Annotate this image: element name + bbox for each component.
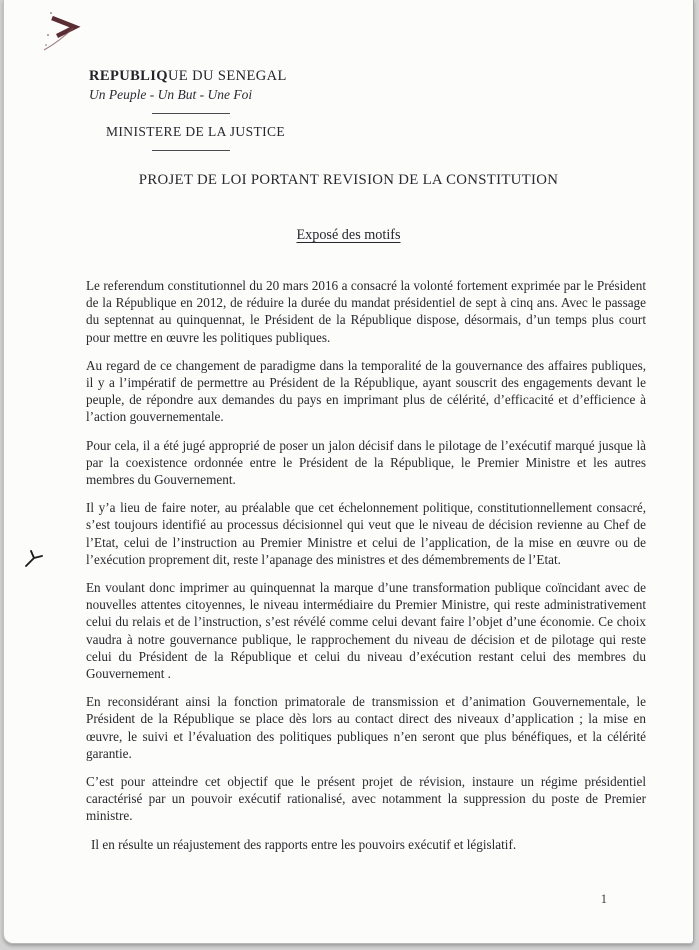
document-page [3,0,694,944]
separator-rule [152,150,230,151]
paragraph: Pour cela, il a été jugé approprié de poser un jalon décisif dans le pilotage de l’exécutif marqué jusque là par la coexistence ordonnée entre le Président de la République, le Premier Ministre et les autres membres du Gouvernement. [86,437,646,488]
ministry-name: MINISTERE DE LA JUSTICE [106,124,286,139]
republic-title [89,68,287,85]
paragraph: Le referendum constitutionnel du 20 mars 2016 a consacré la volonté fortement exprimée par le Président de la République en 2012, de réduire la durée du mandat présidentiel de sept à cinq ans. Avec le passage du septennat au quinquennat, le Président de la République dispose, désormais, d’un temps plus court pour mettre en œuvre les politiques publiques. [86,278,646,345]
letterhead [89,68,287,151]
paragraph: Il en résulte un réajustement des rapports entre les pouvoirs exécutif et législatif. [91,836,517,852]
paragraph: C’est pour atteindre cet objectif que le présent projet de révision, instaure un régime présidentiel caractérisé par un pouvoir exécutif rationalisé, avec notamment la suppression du poste de Premier ministre. [86,774,646,824]
paragraph: Il y’a lieu de faire noter, au préalable que cet échelonnement politique, constitutionnellement consacré, s’est toujours identifié au processus décisionnel qui veut que le niveau de décision revienne au Chef de l’Etat, celui de l’instruction au Premier Ministre et celui de l’application, de la mise en œuvre ou de l’exécution proprement dit, reste l’apanage des ministres et des démembrements de l’Etat. [86,500,646,567]
national-motto: Un Peuple - Un But - Une Foi [89,87,253,102]
paragraph: En reconsidérant ainsi la fonction primatorale de transmission et d’animation Gouvernementale, le Président de la République se place dès lors au contact direct des niveaux d’application ; la mise en œuvre, le suivi et l’évaluation des politiques publiques n’en seront que plus bénéfiques, et la célérité garantie. [86,694,646,761]
margin-tick-mark-icon [24,549,44,569]
republic-title-bold: REPUBLIQ [89,68,168,84]
document-title: PROJET DE LOI PORTANT REVISION DE LA CONSTITUTION [138,172,559,188]
paragraph: Au regard de ce changement de paradigme dans la temporalité de la gouvernance des affaires publiques, il y a l’impératif de permettre au Président de la République, ayant souscrit des engagements devant le peuple, de répondre aux demandes du pays en imprimant plus de célérité, d’efficacité et d’efficience à l’action gouvernementale. [86,357,646,425]
document-body [86,277,646,864]
paragraph: En voulant donc imprimer au quinquennat la marque d’une transformation publique coïncidant avec de nouvelles attentes citoyennes, le niveau intermédiaire du Premier Ministre, qui reste administrativement celui du relais et de l’instruction, s’est révélé comme celui devant faire l’objet d’une économie. Ce choix vaudra à notre gouvernance publique, le rapprochement du niveau de décision et de pilotage qui reste celui du Président de la République et celui du niveau d’exécution restant celui des membres du Gouvernement . [86,580,646,682]
republic-title-rest: UE DU SENEGAL [167,68,287,84]
separator-rule [152,113,230,114]
page-number: 1 [600,892,607,906]
document-subtitle: Exposé des motifs [296,227,401,243]
pen-chevron-mark-icon [38,8,90,52]
